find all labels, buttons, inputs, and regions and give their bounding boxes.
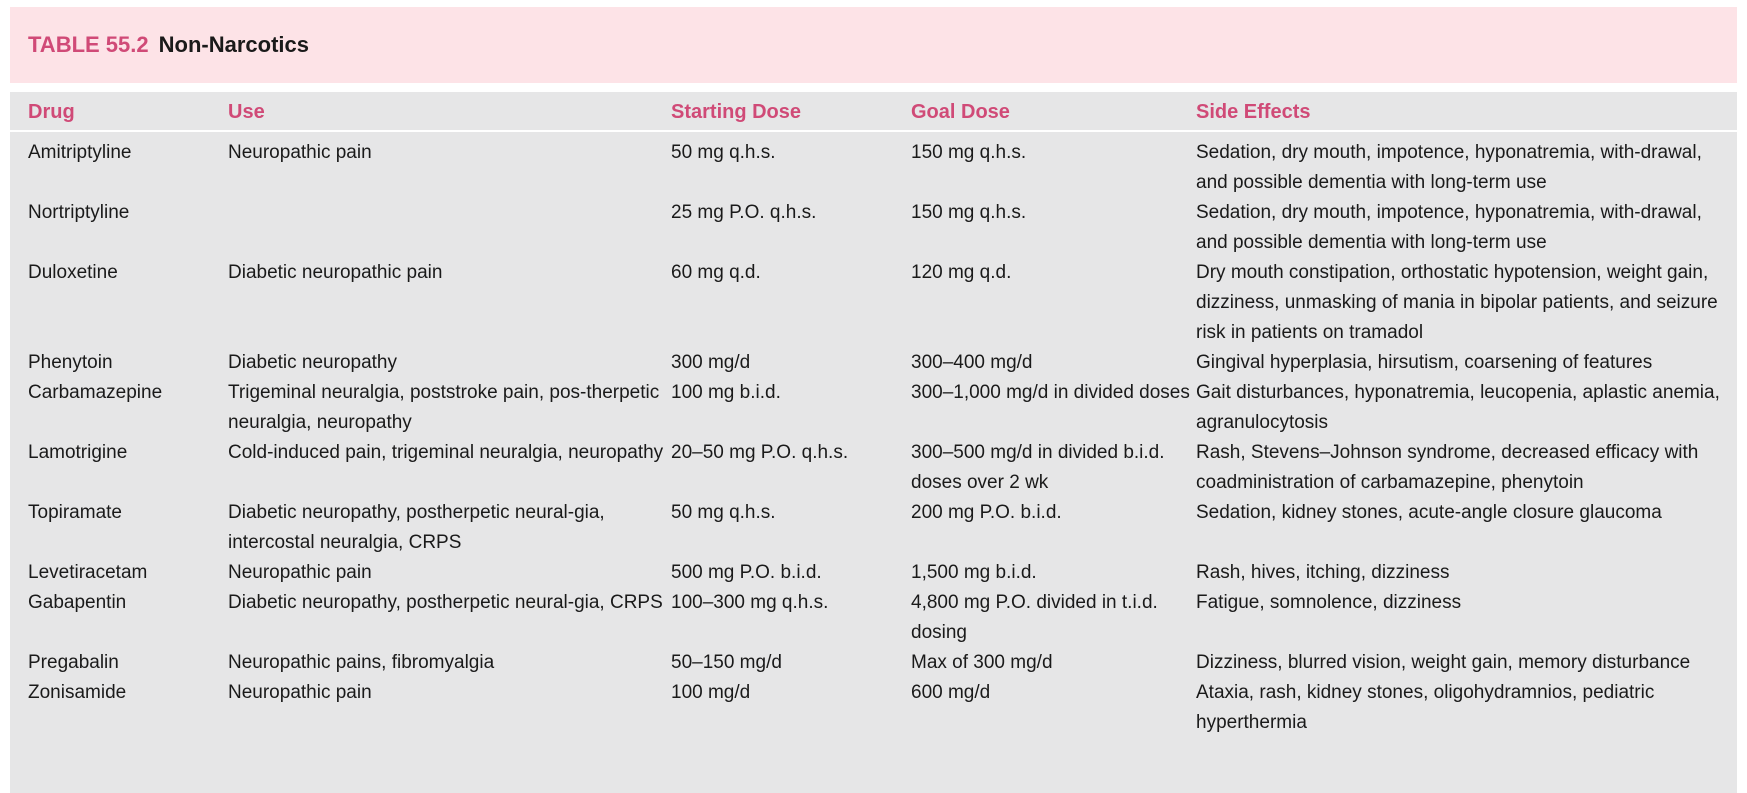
cell-side-effects: Gingival hyperplasia, hirsutism, coarsening of features [1196, 352, 1653, 373]
table-title: Non-Narcotics [158, 32, 309, 57]
cell-use: Neuropathic pain [228, 562, 372, 583]
cell-drug: Phenytoin [28, 352, 113, 373]
cell-starting-dose: 500 mg P.O. b.i.d. [671, 562, 822, 583]
cell-goal-dose: 120 mg q.d. [911, 262, 1012, 283]
cell-side-effects: Fatigue, somnolence, dizziness [1196, 592, 1462, 613]
table-row [10, 378, 1737, 438]
cell-goal-dose: 200 mg P.O. b.i.d. [911, 502, 1062, 523]
cell-use: Neuropathic pain [228, 142, 372, 163]
cell-use: Diabetic neuropathy, postherpetic neural-gia, intercostal neuralgia, CRPS [228, 502, 605, 553]
cell-drug: Amitriptyline [28, 142, 132, 163]
table-row [10, 558, 1737, 588]
table-row [10, 258, 1737, 348]
cell-goal-dose: 150 mg q.h.s. [911, 202, 1027, 223]
cell-drug: Lamotrigine [28, 442, 128, 463]
cell-goal-dose: 300–400 mg/d [911, 352, 1033, 373]
cell-goal-dose: 300–1,000 mg/d in divided doses [911, 382, 1190, 403]
cell-drug: Carbamazepine [28, 382, 163, 403]
cell-use: Diabetic neuropathy, postherpetic neural-gia, CRPS [228, 592, 663, 613]
cell-use: Neuropathic pain [228, 682, 372, 703]
cell-side-effects: Ataxia, rash, kidney stones, oligohydramnios, pediatric hyperthermia [1196, 682, 1655, 733]
cell-starting-dose: 50–150 mg/d [671, 652, 782, 673]
cell-use: Trigeminal neuralgia, poststroke pain, pos-therpetic neuralgia, neuropathy [228, 382, 660, 433]
cell-side-effects: Sedation, dry mouth, impotence, hyponatremia, with-drawal, and possible dementia with long-term use [1196, 202, 1702, 253]
cell-side-effects: Rash, Stevens–Johnson syndrome, decreased efficacy with coadministration of carbamazepine, phenytoin [1196, 442, 1699, 493]
cell-side-effects: Rash, hives, itching, dizziness [1196, 562, 1450, 583]
table-row [10, 498, 1737, 558]
cell-goal-dose: Max of 300 mg/d [911, 652, 1053, 673]
cell-side-effects: Gait disturbances, hyponatremia, leucopenia, aplastic anemia, agranulocytosis [1196, 382, 1720, 433]
table-row [10, 131, 1737, 198]
header-drug: Drug [10, 92, 228, 131]
table-frame [10, 7, 1737, 793]
cell-use: Neuropathic pains, fibromyalgia [228, 652, 495, 673]
cell-drug: Duloxetine [28, 262, 118, 283]
cell-starting-dose: 100 mg/d [671, 682, 751, 703]
cell-starting-dose: 20–50 mg P.O. q.h.s. [671, 442, 849, 463]
cell-use [228, 198, 671, 258]
table-row [10, 348, 1737, 378]
cell-starting-dose: 60 mg q.d. [671, 262, 761, 283]
header-use: Use [228, 92, 671, 131]
cell-drug: Nortriptyline [28, 202, 130, 223]
cell-drug: Pregabalin [28, 652, 119, 673]
table-row [10, 438, 1737, 498]
table-body-area [10, 92, 1737, 793]
cell-starting-dose: 300 mg/d [671, 352, 751, 373]
header-starting-dose: Starting Dose [671, 92, 911, 131]
cell-goal-dose: 4,800 mg P.O. divided in t.i.d. dosing [911, 592, 1158, 643]
cell-goal-dose: 300–500 mg/d in divided b.i.d. doses over 2 wk [911, 442, 1165, 493]
table-title-bar [10, 7, 1737, 83]
cell-side-effects: Sedation, dry mouth, impotence, hyponatremia, with-drawal, and possible dementia with long-term use [1196, 142, 1702, 193]
cell-side-effects: Dizziness, blurred vision, weight gain, memory disturbance [1196, 652, 1691, 673]
cell-goal-dose: 150 mg q.h.s. [911, 142, 1027, 163]
cell-drug: Gabapentin [28, 592, 127, 613]
cell-goal-dose: 600 mg/d [911, 682, 991, 703]
cell-starting-dose: 50 mg q.h.s. [671, 502, 776, 523]
table-row [10, 648, 1737, 678]
cell-use: Diabetic neuropathy [228, 352, 397, 373]
cell-drug: Levetiracetam [28, 562, 148, 583]
header-row [10, 92, 1737, 131]
drug-table [10, 92, 1737, 738]
cell-use: Cold-induced pain, trigeminal neuralgia, neuropathy [228, 442, 664, 463]
cell-starting-dose: 25 mg P.O. q.h.s. [671, 202, 817, 223]
table-number: TABLE 55.2 [28, 32, 149, 57]
cell-drug: Zonisamide [28, 682, 127, 703]
cell-side-effects: Sedation, kidney stones, acute-angle closure glaucoma [1196, 502, 1662, 523]
cell-starting-dose: 100 mg b.i.d. [671, 382, 781, 403]
cell-use: Diabetic neuropathic pain [228, 262, 443, 283]
cell-starting-dose: 50 mg q.h.s. [671, 142, 776, 163]
cell-starting-dose: 100–300 mg q.h.s. [671, 592, 829, 613]
header-goal-dose: Goal Dose [911, 92, 1196, 131]
cell-goal-dose: 1,500 mg b.i.d. [911, 562, 1037, 583]
table-row [10, 678, 1737, 738]
cell-side-effects: Dry mouth constipation, orthostatic hypotension, weight gain, dizziness, unmasking of mania in bipolar patients, and seizure risk in patients on tramadol [1196, 262, 1718, 343]
table-row [10, 198, 1737, 258]
header-side-effects: Side Effects [1196, 92, 1737, 131]
cell-drug: Topiramate [28, 502, 122, 523]
table-row [10, 588, 1737, 648]
